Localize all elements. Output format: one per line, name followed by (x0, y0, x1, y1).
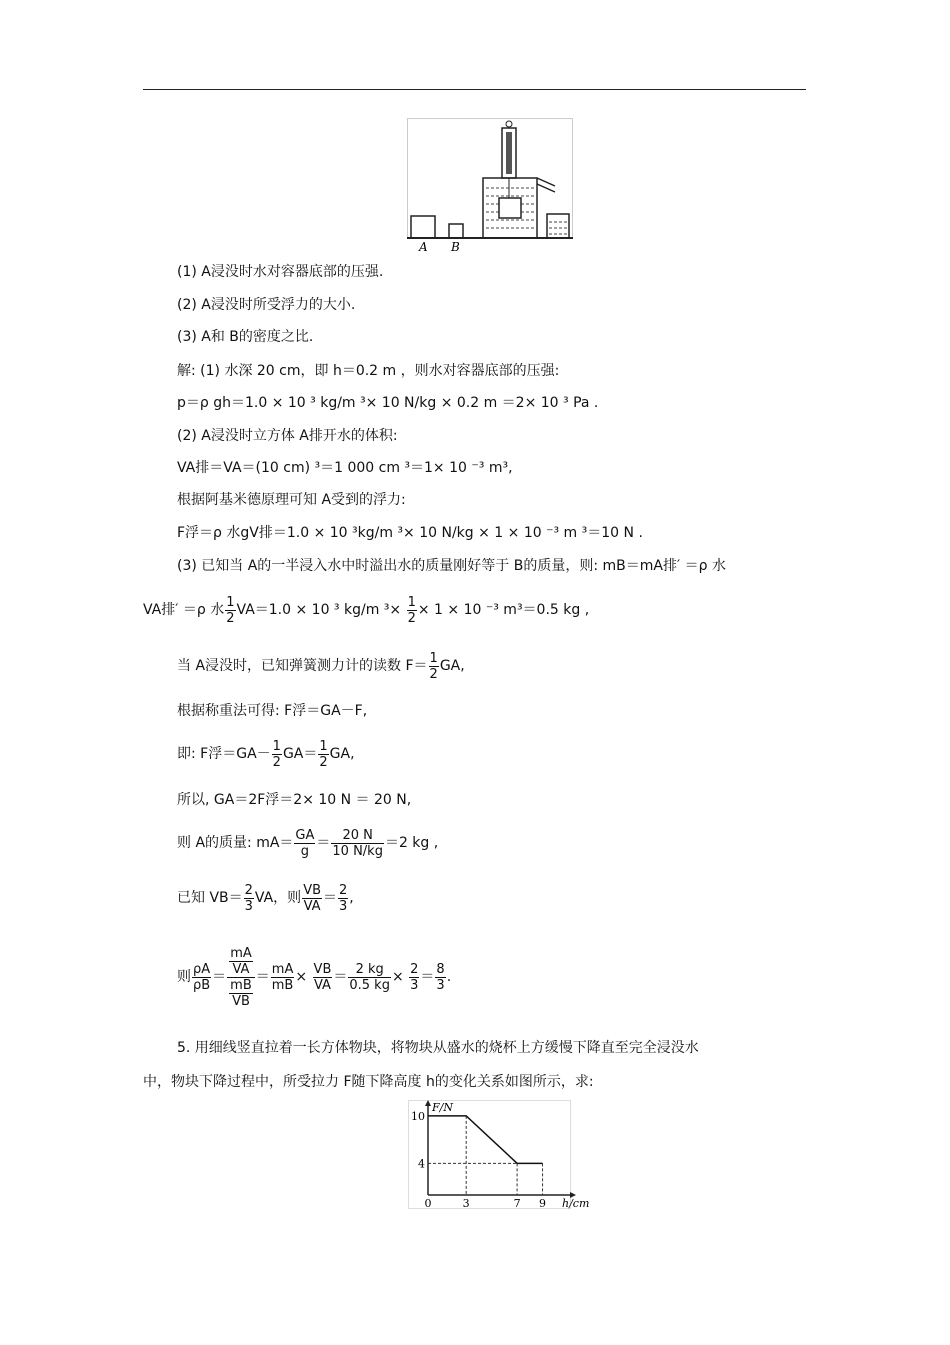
fraction-eight-thirds: $\frac{8}{3}$ (436, 961, 445, 993)
x-tick-label: 7 (513, 1197, 521, 1210)
density-ratio-line: 则 $\frac{\rho A}{\rho B}$ ＝ $\frac{\frac{mA}{VA}}{\frac{mB}{VB}}$ ＝ $\frac{mA}{mB}$ × $\frac{VB}{VA}$ ＝ $\frac{2 kg}{0.5 kg}$ × $\frac{2}{3}$ ＝ $\frac{8}{3}$ . (177, 945, 452, 1009)
question-5-line-2: 中，物块下降过程中，所受拉力 F随下降高度 h的变化关系如图所示，求: (143, 1074, 594, 1090)
sol3-text-a: VA排′ ＝ρ 水 (143, 602, 225, 618)
fraction-half-3: $\frac{1}{2}$ (429, 650, 438, 682)
fraction-two-thirds-1: $\frac{2}{3}$ (244, 882, 253, 914)
fraction-20n-g: $\frac{20 N}{10 N/kg}$ (332, 827, 383, 859)
fraction-half-5: $\frac{1}{2}$ (319, 738, 328, 770)
x-tick-label: 0 (424, 1197, 432, 1210)
y-tick-label: 10 (411, 1109, 425, 1123)
known-volume-line: 已知 VB＝ $\frac{2}{3}$ VA，则 $\frac{VB}{VA}$ ＝ $\frac{2}{3}$ , (177, 882, 354, 914)
series-line (428, 1116, 543, 1164)
sol3-text-b: VA＝1.0 × 10 ³ kg/m ³× (236, 602, 402, 618)
fraction-half-4: $\frac{1}{2}$ (272, 738, 281, 770)
fraction-mb-vb: $\frac{mB}{VB}$ (230, 977, 252, 1009)
fraction-two-thirds-2: $\frac{2}{3}$ (339, 882, 348, 914)
spring-reading-line: 当 A浸没时，已知弹簧测力计的读数 F＝ $\frac{1}{2}$ GA, (177, 650, 465, 682)
solution-2-equation: VA排＝VA＝(10 cm) ³＝1 000 cm ³＝1× 10 ⁻³ m³, (177, 460, 513, 476)
fraction-compound (227, 946, 255, 1009)
solution-2b: 根据阿基米德原理可知 A受到的浮力: (177, 492, 406, 508)
fraction-rho-ratio: $\frac{\rho A}{\rho B}$ (193, 961, 211, 993)
solution-1: 解: (1) 水深 20 cm，即 h＝0.2 m ，则水对容器底部的压强: (177, 363, 560, 379)
block-b-label: B (451, 240, 460, 254)
fraction-vb-va: $\frac{VB}{VA}$ (303, 882, 321, 914)
experiment-figure (407, 118, 575, 262)
force-height-chart (408, 1100, 590, 1214)
fraction-two-thirds-3: $\frac{2}{3}$ (410, 961, 419, 993)
weigh-method-line: 根据称重法可得: F浮＝GA－F, (177, 703, 368, 719)
solution-2: (2) A浸没时立方体 A排开水的体积: (177, 428, 398, 444)
fraction-vb-va-2: $\frac{VB}{VA}$ (313, 961, 332, 993)
fraction-half-2: $\frac{1}{2}$ (407, 594, 416, 626)
x-tick-label: 3 (462, 1197, 470, 1210)
question-1: (1) A浸没时水对容器底部的压强. (177, 264, 384, 280)
ji-line: 即: F浮＝GA－ $\frac{1}{2}$ GA＝ $\frac{1}{2}$ GA, (177, 738, 355, 770)
y-axis-label: F/N (432, 1101, 453, 1114)
question-5-line-1: 5. 用细线竖直拉着一长方体物块，将物块从盛水的烧杯上方缓慢下降直至完全浸没水 (177, 1040, 699, 1056)
fraction-ma-mb: $\frac{mA}{mB}$ (271, 961, 294, 993)
fraction-ga-g: $\frac{GA}{g}$ (295, 827, 315, 859)
solution-2b-equation: F浮＝ρ 水gV排＝1.0 × 10 ³kg/m ³× 10 N/kg × 1 × 10 ⁻³ m ³＝10 N . (177, 525, 643, 541)
fraction-2kg: $\frac{2 kg}{0.5 kg}$ (349, 961, 390, 993)
solution-3-head: (3) 已知当 A的一半浸入水中时溢出水的质量刚好等于 B的质量，则: mB＝mA排′ ＝ρ 水 (177, 558, 726, 574)
y-tick-label: 4 (418, 1157, 425, 1171)
question-2: (2) A浸没时所受浮力的大小. (177, 297, 356, 313)
solution-1-equation: p＝ρ gh＝1.0 × 10 ³ kg/m ³× 10 N/kg × 0.2 m ＝2× 10 ³ Pa . (177, 395, 599, 411)
block-a-label: A (419, 240, 428, 254)
x-tick-label: 9 (539, 1197, 547, 1210)
fraction-ma-va: $\frac{mA}{VA}$ (230, 945, 252, 977)
header-rule (143, 89, 806, 90)
so-line: 所以, GA＝2F浮＝2× 10 N ＝ 20 N, (177, 792, 412, 808)
mass-line: 则 A的质量: mA＝ $\frac{GA}{g}$ ＝ $\frac{20 N}{10 N/kg}$ ＝2 kg , (177, 827, 439, 859)
fraction-half-1: $\frac{1}{2}$ (226, 594, 235, 626)
solution-3-continuation (143, 594, 589, 626)
question-3: (3) A和 B的密度之比. (177, 329, 314, 345)
x-axis-label: h/cm (562, 1197, 590, 1210)
sol3-text-c: × 1 × 10 ⁻³ m³＝0.5 kg , (417, 602, 590, 618)
